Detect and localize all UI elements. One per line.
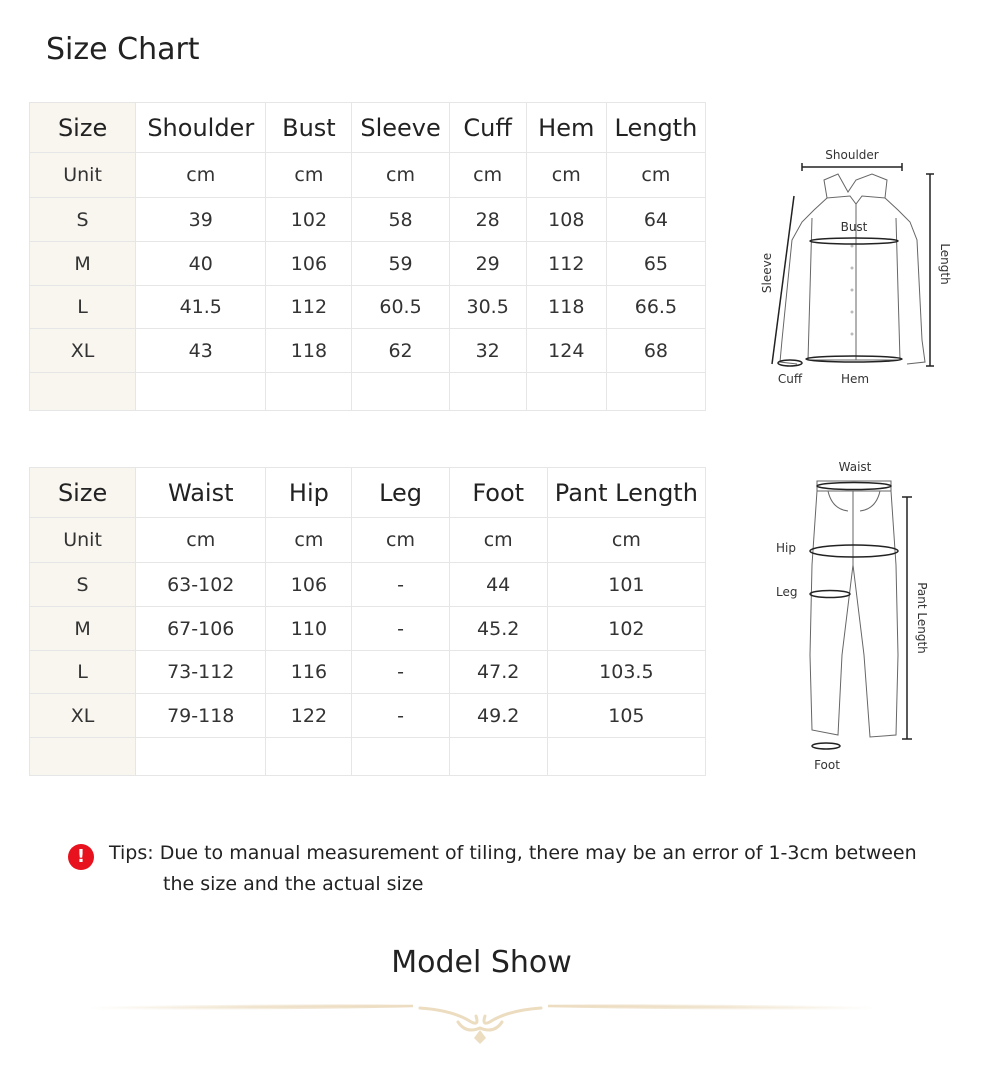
table-cell: 102 xyxy=(266,198,352,242)
table-cell xyxy=(136,738,266,776)
header-cell: Bust xyxy=(266,103,352,153)
header-cell: Leg xyxy=(352,468,449,518)
table-cell: 65 xyxy=(606,242,705,286)
hem-label: Hem xyxy=(840,372,870,386)
table-cell: 29 xyxy=(449,242,526,286)
table-cell: 124 xyxy=(526,329,606,373)
pants-diagram xyxy=(768,455,948,780)
table-cell xyxy=(352,738,449,776)
table-cell xyxy=(266,373,352,411)
ornament-divider xyxy=(88,998,878,1048)
table-cell: cm xyxy=(266,518,352,563)
table-cell: 41.5 xyxy=(136,286,266,329)
table-row xyxy=(30,373,706,411)
table-cell: - xyxy=(352,607,449,651)
table-cell: cm xyxy=(352,153,449,198)
table-cell: 40 xyxy=(136,242,266,286)
header-cell: Size xyxy=(30,468,136,518)
header-cell: Pant Length xyxy=(547,468,705,518)
table-cell: 101 xyxy=(547,563,705,607)
header-row xyxy=(30,103,706,153)
table-cell: XL xyxy=(30,694,136,738)
bust-label: Bust xyxy=(840,220,868,234)
cuff-label: Cuff xyxy=(777,372,803,386)
header-cell: Length xyxy=(606,103,705,153)
foot-label: Foot xyxy=(814,758,840,772)
table-cell xyxy=(526,373,606,411)
table-row xyxy=(30,694,706,738)
table-cell: cm xyxy=(606,153,705,198)
table-cell: cm xyxy=(136,153,266,198)
table-row xyxy=(30,329,706,373)
leg-label: Leg xyxy=(776,585,798,599)
unit-row xyxy=(30,153,706,198)
table-cell: 106 xyxy=(266,242,352,286)
table-cell xyxy=(30,738,136,776)
table-cell: 59 xyxy=(352,242,449,286)
table-cell: - xyxy=(352,563,449,607)
table-cell xyxy=(606,373,705,411)
table-cell: cm xyxy=(266,153,352,198)
table-cell: 116 xyxy=(266,651,352,694)
table-cell: 67-106 xyxy=(136,607,266,651)
table-cell: 122 xyxy=(266,694,352,738)
table-cell: 112 xyxy=(526,242,606,286)
table-cell xyxy=(547,738,705,776)
header-cell: Foot xyxy=(449,468,547,518)
table-cell: 112 xyxy=(266,286,352,329)
table-cell: 105 xyxy=(547,694,705,738)
tips-text-line1: Tips: Due to manual measurement of tiling, there may be an error of 1-3cm between xyxy=(109,842,917,864)
table-cell: Unit xyxy=(30,518,136,563)
header-cell: Sleeve xyxy=(352,103,449,153)
header-cell: Shoulder xyxy=(136,103,266,153)
bottom-size-table xyxy=(29,467,706,776)
sleeve-label: Sleeve xyxy=(760,252,774,294)
table-cell: 28 xyxy=(449,198,526,242)
table-cell: 103.5 xyxy=(547,651,705,694)
table-cell: 79-118 xyxy=(136,694,266,738)
table-cell: - xyxy=(352,694,449,738)
table-cell: 30.5 xyxy=(449,286,526,329)
table-cell: 60.5 xyxy=(352,286,449,329)
table-cell: L xyxy=(30,651,136,694)
table-cell: 32 xyxy=(449,329,526,373)
table-cell: 58 xyxy=(352,198,449,242)
shirt-diagram xyxy=(752,140,962,395)
table-cell: - xyxy=(352,651,449,694)
table-cell xyxy=(449,738,547,776)
tips-text-line2: the size and the actual size xyxy=(163,873,424,895)
waist-label: Waist xyxy=(838,460,872,474)
header-row xyxy=(30,468,706,518)
table-row xyxy=(30,651,706,694)
table-cell: 73-112 xyxy=(136,651,266,694)
table-cell: 118 xyxy=(266,329,352,373)
table-cell: L xyxy=(30,286,136,329)
table-cell xyxy=(449,373,526,411)
table-cell: cm xyxy=(136,518,266,563)
shoulder-label: Shoulder xyxy=(825,148,879,162)
page-title: Size Chart xyxy=(46,32,200,67)
table-cell: 106 xyxy=(266,563,352,607)
table-cell: S xyxy=(30,198,136,242)
table-cell xyxy=(352,373,449,411)
model-show-title: Model Show xyxy=(391,945,572,980)
table-cell xyxy=(266,738,352,776)
table-cell: XL xyxy=(30,329,136,373)
table-row xyxy=(30,607,706,651)
header-cell: Cuff xyxy=(449,103,526,153)
table-row xyxy=(30,563,706,607)
table-cell: Unit xyxy=(30,153,136,198)
table-cell: 44 xyxy=(449,563,547,607)
table-cell: 39 xyxy=(136,198,266,242)
table-cell: 102 xyxy=(547,607,705,651)
table-cell: cm xyxy=(526,153,606,198)
length-label: Length xyxy=(938,243,952,285)
table-cell: 68 xyxy=(606,329,705,373)
table-cell: cm xyxy=(449,153,526,198)
table-cell: M xyxy=(30,242,136,286)
table-cell: 45.2 xyxy=(449,607,547,651)
table-cell: 66.5 xyxy=(606,286,705,329)
table-cell: 62 xyxy=(352,329,449,373)
table-cell: 47.2 xyxy=(449,651,547,694)
table-cell: cm xyxy=(449,518,547,563)
hip-label: Hip xyxy=(776,541,796,555)
table-cell: 110 xyxy=(266,607,352,651)
table-cell: 64 xyxy=(606,198,705,242)
table-cell: 108 xyxy=(526,198,606,242)
header-cell: Hip xyxy=(266,468,352,518)
header-cell: Size xyxy=(30,103,136,153)
table-cell: cm xyxy=(547,518,705,563)
table-row xyxy=(30,286,706,329)
pant-length-label: Pant Length xyxy=(915,582,929,654)
exclamation-icon: ! xyxy=(68,844,94,870)
top-size-table xyxy=(29,102,706,411)
table-cell: 63-102 xyxy=(136,563,266,607)
table-cell: cm xyxy=(352,518,449,563)
table-row xyxy=(30,198,706,242)
table-cell: S xyxy=(30,563,136,607)
table-row xyxy=(30,738,706,776)
table-cell xyxy=(136,373,266,411)
table-cell: M xyxy=(30,607,136,651)
table-cell: 118 xyxy=(526,286,606,329)
unit-row xyxy=(30,518,706,563)
table-cell xyxy=(30,373,136,411)
table-row xyxy=(30,242,706,286)
header-cell: Hem xyxy=(526,103,606,153)
header-cell: Waist xyxy=(136,468,266,518)
table-cell: 49.2 xyxy=(449,694,547,738)
table-cell: 43 xyxy=(136,329,266,373)
